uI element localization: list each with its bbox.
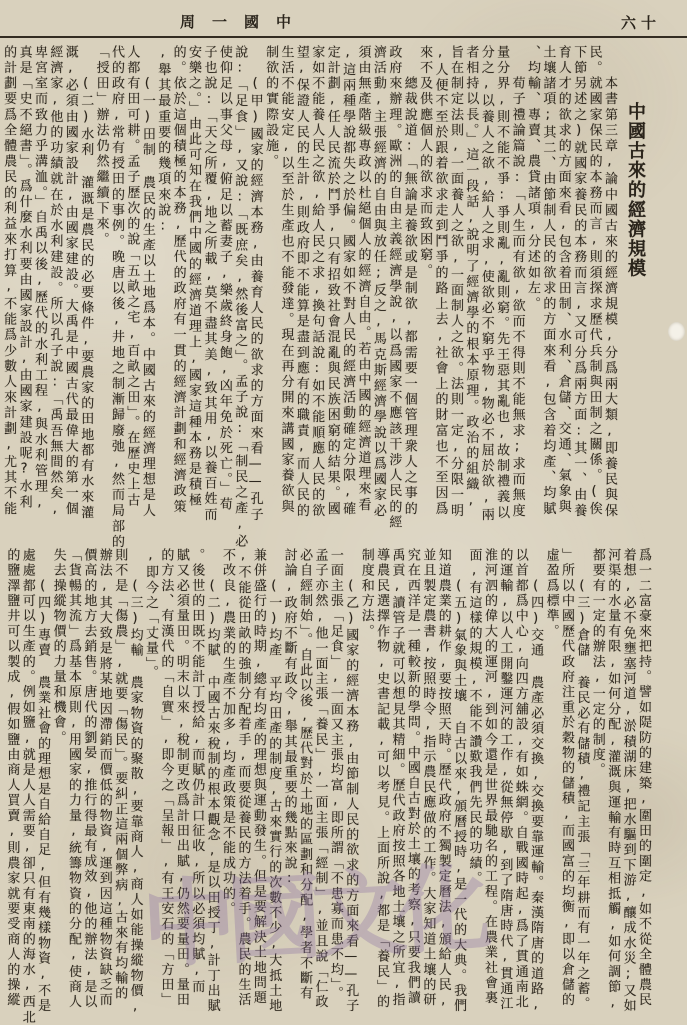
text-column: (四)交通 農產必須交換,交換要靠運輸。秦漢隋唐的道路, — [528, 548, 544, 1014]
text-column: 一面主張「足食」,一面又主張均富,即所謂「不患寡而患不均」。 — [327, 548, 343, 1002]
text-column: 虛盈爲標準。 — [543, 548, 559, 640]
text-column: 不改良,農業的生產不加多,均產政策是不能成功的。 — [220, 548, 236, 917]
text-column: 政府來辦理。歐洲的自由主義經濟學說,以爲國家不應該干涉人民的經 — [386, 45, 402, 531]
page-number: 六十 — [620, 14, 661, 32]
text-column: 面,有這樣的規模,不能不讚歎我們先民的功績。 — [466, 548, 482, 887]
text-column: 安樂之。」由此可知在我們中國的經濟道理上,國家這種本務是積極 — [186, 45, 202, 509]
text-column: 育人才的欲求的方面來看,包含着田制、水利、倉儲、交通、氣象與 — [555, 45, 571, 515]
text-column: 河渠的水量有限,如何分配,灌溉與運輸有時互相抵觸,如何調節, — [605, 548, 621, 1012]
text-column: 「授田」辦法仍然繼續下來。 — [93, 45, 109, 248]
text-column: 望,保證人民的生計,則政府即不能算是盡到應有的職責,而人民的 — [293, 45, 309, 519]
text-column: 必自經制始」。自此以後,歷代對於土地的區劃和分配,學者不斷有 — [297, 548, 313, 1002]
article-title: 中國古來的經濟規模 — [625, 102, 646, 279]
text-column: 家如不能養人民之欲,給人民之求,換句話說:如不能順應人民的欲 — [309, 45, 325, 519]
text-column: (二)均賦 中國古來稅制的根本觀念,是以田授丁,計丁出賦 — [204, 548, 220, 1014]
text-column: 說:「足食」,又說:「既庶矣,然後富之」。孟子說:「制民之產,必 — [232, 45, 248, 550]
text-column: 爲一二富豪來把持。譬如隄防的建築,圍田的圍定,如不從全體農民 — [636, 548, 651, 1008]
text-column: 處處都可以生產的。例如鹽,就是人人需要,卻只有東南的海水,西北 — [19, 548, 35, 1025]
text-column: ,人便不至於跟着欲求走到鬥爭的路上去,社會上的財富也不至因爲 — [432, 45, 448, 517]
text-column: 都要有一定的辦法,一定的制度。 — [589, 548, 605, 778]
text-column: (一)田制 農民的生產以土地爲本。中國古來的經濟理想是人 — [139, 45, 155, 519]
text-column: 制欲的實際設施。 — [263, 45, 279, 170]
paper-hole — [668, 322, 685, 341]
text-column: 人都有田可耕。孟子歷次的說「五畝之宅,百畝之田」。在歷史上古 — [124, 45, 140, 509]
text-column: 民。就國家保民的本務而言,則須探求歷代兵制與田制之關係。(俟 — [586, 45, 602, 517]
text-column: 土壤諸項;其二、由節制人民的欲求的方面來看,包含着均產、均賦 — [540, 45, 556, 517]
text-column: 禹貢,讀管子就可以想見其精細。歷代政府按照各地土壤之所宜,指 — [389, 548, 405, 1008]
text-column: 淮河泗的偉大的運河,到如今還是世界最馳名的工程。在農業社會裏 — [481, 548, 497, 1006]
text-column: (二)水利 灌溉是農民的必要條件,要農家的田地都有水來灌 — [78, 45, 94, 521]
text-column: 知道農業的耕作,要按照天時。歷代政府不獨製定曆法,頒給人民, — [435, 548, 451, 1010]
text-column: 」所以中國歷代政府注重於穀物的儲積,而國富的均衡,即以倉儲的 — [558, 548, 574, 1008]
text-column: 卑宮室而致力乎溝洫。」自禹以後,歷代的水利工程,與水利管理, — [31, 45, 47, 513]
text-column: (一)均產 平均田產的制度,古來實行的次數不少,大抵土地 — [266, 548, 282, 1014]
text-column: 下節另述之)就國家養民的本務而言,又可分爲兩方面:其一、由養 — [571, 45, 587, 519]
text-column: 導農民選擇作物,史書記載,可以考見。上面所說,都是「養民」的 — [374, 548, 390, 1010]
text-column: 生活不能安定,以至於生產也不能發達。現在再分開來講國家養欲與 — [278, 45, 294, 515]
text-column: (三)均輸 農家物資的聚散,要靠商人,商人如能操縱物價, — [127, 548, 143, 1016]
text-column: 「貨暢其流」爲基本原則,用國家的力量,統籌物資的分配,使商人 — [65, 548, 81, 1010]
text-column: 定計劃,任人民流於鬥爭,只有招致社會混亂與民族困窮的結果。國 — [324, 45, 340, 517]
text-column: ,即今之「丈量」。 — [143, 548, 158, 681]
text-column: 、均輸、專賣、農貸諸項,分述如左。 — [524, 45, 540, 313]
text-column: 溉,必須由國家設計,由國家建設。大禹是中國古代最偉大的第一個 — [62, 45, 78, 517]
text-column: 使仰足以事父母,俯足以蓄妻子,樂歲終身飽,凶年免於死亡。」荀 — [216, 45, 232, 513]
text-column: ,不能從田畝的強制分配着手,而要從養民的方法着手。農民的生活 — [235, 548, 251, 1008]
text-column: 總裁說道:「無論是養欲或是制欲,都需要一個管理衆人之事的 — [401, 45, 417, 517]
magazine-title: 周一國中 — [180, 13, 309, 31]
text-column: 濟活動,主張經濟的自由與放任;反之,馬克斯經濟學說以爲國家必 — [370, 45, 386, 519]
text-column: 荀子禮論篇說:「人生而有欲,欲而不得則不能無求;求而無度 — [509, 45, 525, 519]
text-column: 量分界,則不能不爭:爭則亂,亂則窮。先王惡其亂也,故制禮義以 — [494, 45, 510, 521]
article-top-section — [1, 45, 651, 551]
text-column: 兼併盛行的時期,總有均產的理想與運動發生。但是要解決土地問題 — [250, 548, 266, 1006]
text-column: 則不是「傷農」,就要「傷民」。要糾正這兩個弊病,古來有均輸的 — [112, 548, 128, 1002]
text-column: 本書第三章,論中國古來的經濟規模,分爲兩大類,即養民與保 — [602, 45, 617, 519]
text-column: 孟子亦然,他一面主張「養民」,一面主張「經制」,並且說「仁政 — [312, 548, 328, 1010]
text-column: 真是「史不絕書」。爲什麼水利要由國家設計,由國家建設呢?水利 — [16, 45, 32, 511]
text-column: 的鹽澤鹽井可以製成,假如鹽由商人買賣,則農家就要受商人的操縱 — [4, 548, 20, 1008]
text-column: 以首都爲中心,向四方舖設,有如蛛網。自戰國時起,爲了貫通南北 — [512, 548, 528, 1010]
article-bottom-section — [4, 548, 651, 1025]
text-column: 賦又必須量田。明末以來,稅制更改爲計田出賦,仍然要量田。量田 — [173, 548, 189, 1008]
text-column: 並且製定農書,按照時令,指示農民應做的工作。大家知道土壤的研 — [420, 548, 436, 1008]
text-column: 辦法,其大致是將某地因滯銷而價低的物資,運到因這種物資缺乏而 — [96, 548, 112, 1008]
text-column: 代的政府,常有授田的事例。晚唐以後,井地之制漸歸廢弛,然而局部的 — [109, 45, 124, 551]
text-column: 失去操縱物價的力量和機會。 — [50, 548, 66, 746]
text-column: 分之,以養人之欲,給人之求,使欲必不窮乎物,物必不屈於欲,兩 — [478, 45, 494, 523]
header-rule — [0, 36, 687, 38]
text-column: 子也說:「天之所覆,地之所載,莫不盡其美,致其用,以養百姓而 — [201, 45, 217, 523]
text-column: 價高的地方去銷售。唐代的劉晏,推行得最有成效,他的辦法,是以 — [81, 548, 97, 1010]
library-stamp-watermark: 中國文化 — [139, 854, 485, 982]
text-column: 的計劃要爲全體農民的利益來打算,不能爲少數人來計劃,尤其不能 — [1, 45, 17, 517]
text-column: ,這兩種學說都失之於偏。國家如不對人民的經濟活動確定分限,確 — [340, 45, 356, 517]
text-column: 着想,必不免壅塞河道,淤積湖床,把水驅到下游,釀成水災;又如 — [620, 548, 636, 1014]
text-column: 經濟家,他的功績就在於水利建設。所以孔子說:「禹吾無間然矣, — [47, 45, 63, 519]
text-column: 來不及供應個人的欲求而致困窮。 — [417, 45, 433, 279]
text-column: (甲)國家的經濟本務,由養育人民的欲求的方面來看——孔子 — [247, 45, 263, 523]
text-column: 討論,政府不斷有政令,舉其最重要的幾點來說: — [281, 548, 297, 889]
text-column: 旨在制定法則,一面養人之欲,一面制人之欲。法則一定,分限一明 — [447, 45, 463, 519]
text-column: 制度和方法。 — [358, 548, 374, 640]
text-column: 。後世的田既不能計丁授給,而賦仍計口征收,所以必須均賦,而 — [189, 548, 205, 995]
text-column: 須由無產階級專政以杜絕個人的經濟自由。若由中國的經濟道理來看 — [355, 45, 371, 513]
text-column: 的方法、有漢代的「自實」,即今之「呈報」,有王安石的「方田」 — [158, 548, 174, 1008]
text-column: (四)專賣 農業社會的理想是自給自足,但有幾樣物資,不是 — [35, 548, 51, 1014]
text-column: 的。依於這個積極的本務,歷代的政府有一貫的經濟計劃和經濟政策 — [170, 45, 186, 515]
text-column: 究在西洋是一種較新的學問。中國自古對於土壤的考察,只要我們讀 — [404, 548, 420, 1006]
text-column: ,舉其最重要的幾項來說: — [155, 45, 171, 237]
text-column: (五)氣象與土壤 自古以來,頒曆授時,是一代的大典。我們 — [451, 548, 467, 1014]
text-column: 者相持以長。」這一段話,說明了經濟學的根本原理。政治的組織, — [463, 45, 479, 511]
text-column: 的運輸,以人工開鑿運河的工作,從無停歇,到了隋唐時代,貫通江 — [497, 548, 513, 1012]
text-column: (三)倉儲 養民必有儲積,禮記主張「三年耕而有一年之蓄。 — [574, 548, 590, 1012]
text-column: (乙)國家的經濟本務,由節制人民的欲求的方面來看——孔子 — [343, 548, 359, 1014]
